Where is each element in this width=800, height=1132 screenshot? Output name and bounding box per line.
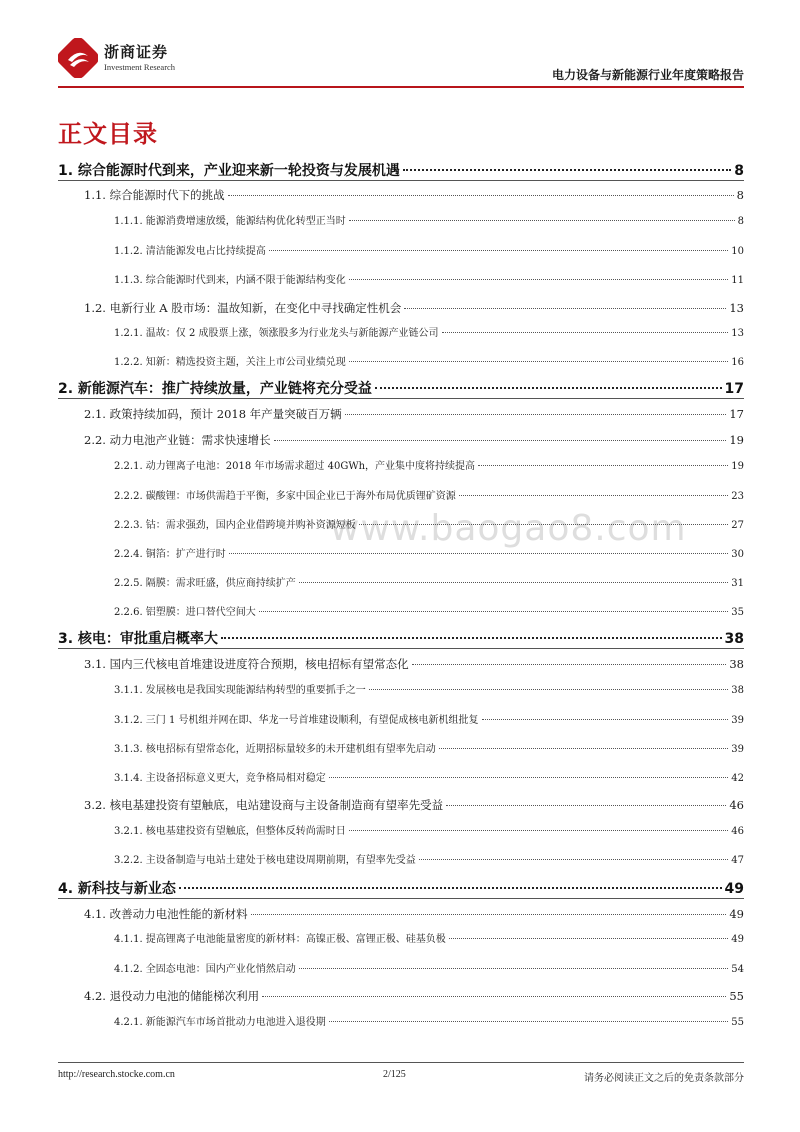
toc-entry-page: 38 — [731, 685, 744, 696]
toc-entry-label: 4.1. 改善动力电池性能的新材料 — [84, 907, 248, 921]
toc-entry-section[interactable] — [58, 300, 744, 316]
toc-entry-subsection[interactable] — [58, 324, 744, 339]
toc-entry-label: 1.2.1. 温故：仅 2 成股票上涨，领涨股多为行业龙头与新能源产业链公司 — [114, 328, 439, 339]
toc-entry-subsection[interactable] — [58, 457, 744, 472]
toc-entry-subsection[interactable] — [58, 574, 744, 589]
page-number: 2/125 — [383, 1069, 406, 1080]
toc-entry-label: 3.1.2. 三门 1 号机组并网在即、华龙一号首堆建设顺利，有望促成核电新机组批复 — [114, 715, 479, 726]
toc-leader — [262, 996, 726, 997]
toc-entry-subsection[interactable] — [58, 960, 744, 975]
toc-leader — [442, 332, 729, 333]
toc-entry-page: 19 — [731, 461, 744, 472]
company-logo — [58, 38, 175, 78]
toc-entry-subsection[interactable] — [58, 271, 744, 286]
toc-entry-label: 2.1. 政策持续加码，预计 2018 年产量突破百万辆 — [84, 407, 342, 421]
toc-leader — [345, 414, 727, 415]
toc-entry-section[interactable] — [58, 988, 744, 1004]
toc-leader — [229, 553, 728, 554]
toc-entry-label: 2.2.4. 铜箔：扩产进行时 — [114, 549, 226, 560]
toc-entry-page: 49 — [729, 907, 744, 921]
toc-leader — [349, 361, 728, 362]
toc-entry-label: 2.2.5. 隔膜：需求旺盛，供应商持续扩产 — [114, 578, 296, 589]
toc-entry-subsection[interactable] — [58, 516, 744, 531]
toc-entry-label: 2.2. 动力电池产业链：需求快速增长 — [84, 433, 271, 447]
report-title: 电力设备与新能源行业年度策略报告 — [551, 68, 744, 82]
toc-entry-page: 13 — [731, 328, 744, 339]
toc-entry-label: 2. 新能源汽车：推广持续放量，产业链将充分受益 — [58, 381, 372, 397]
toc-entry-page: 17 — [729, 407, 744, 421]
toc-leader — [403, 169, 731, 171]
toc-entry-page: 11 — [731, 275, 744, 286]
toc-leader — [446, 805, 726, 806]
toc-entry-page: 17 — [724, 381, 744, 397]
toc-leader — [349, 279, 728, 280]
toc-entry-page: 55 — [731, 1017, 744, 1028]
toc-entry-label: 2.2.6. 铝塑膜：进口替代空间大 — [114, 607, 256, 618]
toc-leader — [221, 637, 722, 639]
toc-entry-label: 3.2. 核电基建投资有望触底，电站建设商与主设备制造商有望率先受益 — [84, 798, 444, 812]
toc-leader — [329, 777, 728, 778]
toc-entry-section[interactable] — [58, 797, 744, 813]
toc-entry-page: 23 — [731, 491, 744, 502]
toc-entry-chapter-4[interactable] — [58, 878, 744, 898]
toc-entry-chapter-1[interactable] — [58, 160, 744, 180]
toc-entry-label: 3.1.1. 发展核电是我国实现能源结构转型的重要抓手之一 — [114, 685, 366, 696]
toc-entry-page: 10 — [731, 246, 744, 257]
chapter-divider — [58, 398, 744, 399]
footer-divider — [58, 1062, 744, 1063]
toc-leader — [412, 664, 727, 665]
toc-entry-label: 1. 综合能源时代到来，产业迎来新一轮投资与发展机遇 — [58, 163, 400, 179]
toc-entry-page: 35 — [731, 607, 744, 618]
toc-leader — [419, 859, 728, 860]
toc-leader — [299, 582, 728, 583]
toc-entry-page: 49 — [731, 934, 744, 945]
toc-entry-subsection[interactable] — [58, 487, 744, 502]
toc-entry-subsection[interactable] — [58, 545, 744, 560]
toc-entry-subsection[interactable] — [58, 711, 744, 726]
toc-entry-section[interactable] — [58, 432, 744, 448]
toc-entry-page: 42 — [731, 773, 744, 784]
toc-entry-label: 2.2.3. 钴：需求强劲，国内企业借跨境并购补资源短板 — [114, 520, 356, 531]
footer-disclaimer: 请务必阅读正文之后的免责条款部分 — [584, 1073, 744, 1084]
toc-entry-page: 13 — [729, 301, 744, 315]
toc-entry-label: 1.1.2. 清洁能源发电占比持续提高 — [114, 246, 266, 257]
toc-leader — [449, 938, 728, 939]
toc-entry-label: 1.2.2. 知新：精选投资主题，关注上市公司业绩兑现 — [114, 357, 346, 368]
toc-entry-page: 27 — [731, 520, 744, 531]
toc-entry-page: 8 — [734, 163, 744, 179]
toc-leader — [251, 914, 727, 915]
chapter-divider — [58, 898, 744, 899]
toc-entry-label: 3.1. 国内三代核电首堆建设进度符合预期，核电招标有望常态化 — [84, 657, 409, 671]
toc-entry-page: 39 — [731, 715, 744, 726]
toc-entry-subsection[interactable] — [58, 681, 744, 696]
toc-entry-page: 19 — [729, 433, 744, 447]
toc-entry-label: 4. 新科技与新业态 — [58, 881, 176, 897]
toc-entry-subsection[interactable] — [58, 603, 744, 618]
page-header — [58, 38, 744, 86]
logo-mark-icon — [58, 38, 98, 78]
toc-entry-label: 3. 核电：审批重启概率大 — [58, 631, 218, 647]
toc-entry-subsection[interactable] — [58, 740, 744, 755]
toc-heading: 正文目录 — [58, 120, 158, 148]
chapter-divider — [58, 648, 744, 649]
toc-entry-label: 4.2.1. 新能源汽车市场首批动力电池进入退役期 — [114, 1017, 326, 1028]
toc-entry-page: 8 — [736, 188, 744, 202]
toc-entry-subsection[interactable] — [58, 930, 744, 945]
toc-entry-label: 3.2.1. 核电基建投资有望触底，但整体反转尚需时日 — [114, 826, 346, 837]
watermark: www.baogao8.com — [330, 508, 687, 549]
toc-leader — [329, 1021, 728, 1022]
toc-leader — [482, 719, 729, 720]
toc-entry-section[interactable] — [58, 187, 744, 203]
toc-entry-subsection[interactable] — [58, 353, 744, 368]
toc-entry-page: 55 — [729, 989, 744, 1003]
toc-entry-label: 1.2. 电新行业 A 股市场：温故知新，在变化中寻找确定性机会 — [84, 301, 402, 315]
toc-entry-page: 30 — [731, 549, 744, 560]
toc-entry-label: 1.1. 综合能源时代下的挑战 — [84, 188, 225, 202]
toc-entry-page: 31 — [731, 578, 744, 589]
toc-entry-section[interactable] — [58, 906, 744, 922]
toc-entry-label: 1.1.1. 能源消费增速放缓，能源结构优化转型正当时 — [114, 216, 346, 227]
logo-chinese-name: 浙商证券 — [104, 42, 169, 61]
toc-leader — [478, 465, 728, 466]
toc-entry-label: 4.2. 退役动力电池的储能梯次利用 — [84, 989, 260, 1003]
toc-entry-page: 38 — [724, 631, 744, 647]
toc-leader — [274, 440, 727, 441]
table-of-contents — [58, 154, 744, 1034]
toc-leader — [349, 220, 735, 221]
toc-entry-label: 1.1.3. 综合能源时代到来，内涵不限于能源结构变化 — [114, 275, 346, 286]
toc-leader — [369, 689, 728, 690]
toc-entry-subsection[interactable] — [58, 1013, 744, 1028]
toc-entry-subsection[interactable] — [58, 769, 744, 784]
toc-entry-label: 3.1.4. 主设备招标意义更大，竞争格局相对稳定 — [114, 773, 326, 784]
toc-entry-page: 8 — [737, 216, 744, 227]
toc-entry-page: 54 — [731, 964, 744, 975]
toc-entry-label: 3.1.3. 核电招标有望常态化，近期招标量较多的未开建机组有望率先启动 — [114, 744, 436, 755]
toc-leader — [404, 308, 726, 309]
toc-entry-label: 4.1.1. 提高锂离子电池能量密度的新材料：高镍正极、富锂正极、硅基负极 — [114, 934, 446, 945]
toc-leader — [459, 495, 728, 496]
header-divider — [58, 86, 744, 88]
toc-entry-subsection[interactable] — [58, 851, 744, 866]
toc-entry-page: 46 — [729, 798, 744, 812]
toc-entry-section[interactable] — [58, 656, 744, 672]
toc-leader — [349, 830, 728, 831]
toc-entry-chapter-2[interactable] — [58, 378, 744, 398]
toc-entry-page: 39 — [731, 744, 744, 755]
toc-entry-chapter-3[interactable] — [58, 628, 744, 648]
toc-entry-section[interactable] — [58, 406, 744, 422]
toc-leader — [228, 195, 734, 196]
toc-entry-label: 2.2.1. 动力锂离子电池：2018 年市场需求超过 40GWh，产业集中度将持续提高 — [114, 461, 476, 472]
toc-leader — [259, 611, 728, 612]
toc-entry-page: 47 — [731, 855, 744, 866]
toc-leader — [179, 887, 722, 889]
toc-leader — [359, 524, 728, 525]
toc-entry-subsection[interactable] — [58, 212, 744, 227]
logo-english-name: Investment Research — [104, 61, 176, 72]
toc-entry-label: 2.2.2. 碳酸锂：市场供需趋于平衡，多家中国企业已于海外布局优质锂矿资源 — [114, 491, 456, 502]
toc-entry-page: 46 — [731, 826, 744, 837]
toc-entry-page: 49 — [724, 881, 744, 897]
chapter-divider — [58, 180, 744, 181]
toc-leader — [439, 748, 728, 749]
toc-entry-label: 4.1.2. 全固态电池：国内产业化悄然启动 — [114, 964, 296, 975]
toc-leader — [299, 968, 728, 969]
toc-entry-subsection[interactable] — [58, 822, 744, 837]
toc-entry-page: 16 — [731, 357, 744, 368]
footer-url-link[interactable]: http://research.stocke.com.cn — [58, 1069, 175, 1080]
toc-leader — [375, 387, 722, 389]
toc-leader — [269, 250, 728, 251]
toc-entry-label: 3.2.2. 主设备制造与电站土建处于核电建设周期前期，有望率先受益 — [114, 855, 416, 866]
toc-entry-page: 38 — [729, 657, 744, 671]
toc-entry-subsection[interactable] — [58, 242, 744, 257]
